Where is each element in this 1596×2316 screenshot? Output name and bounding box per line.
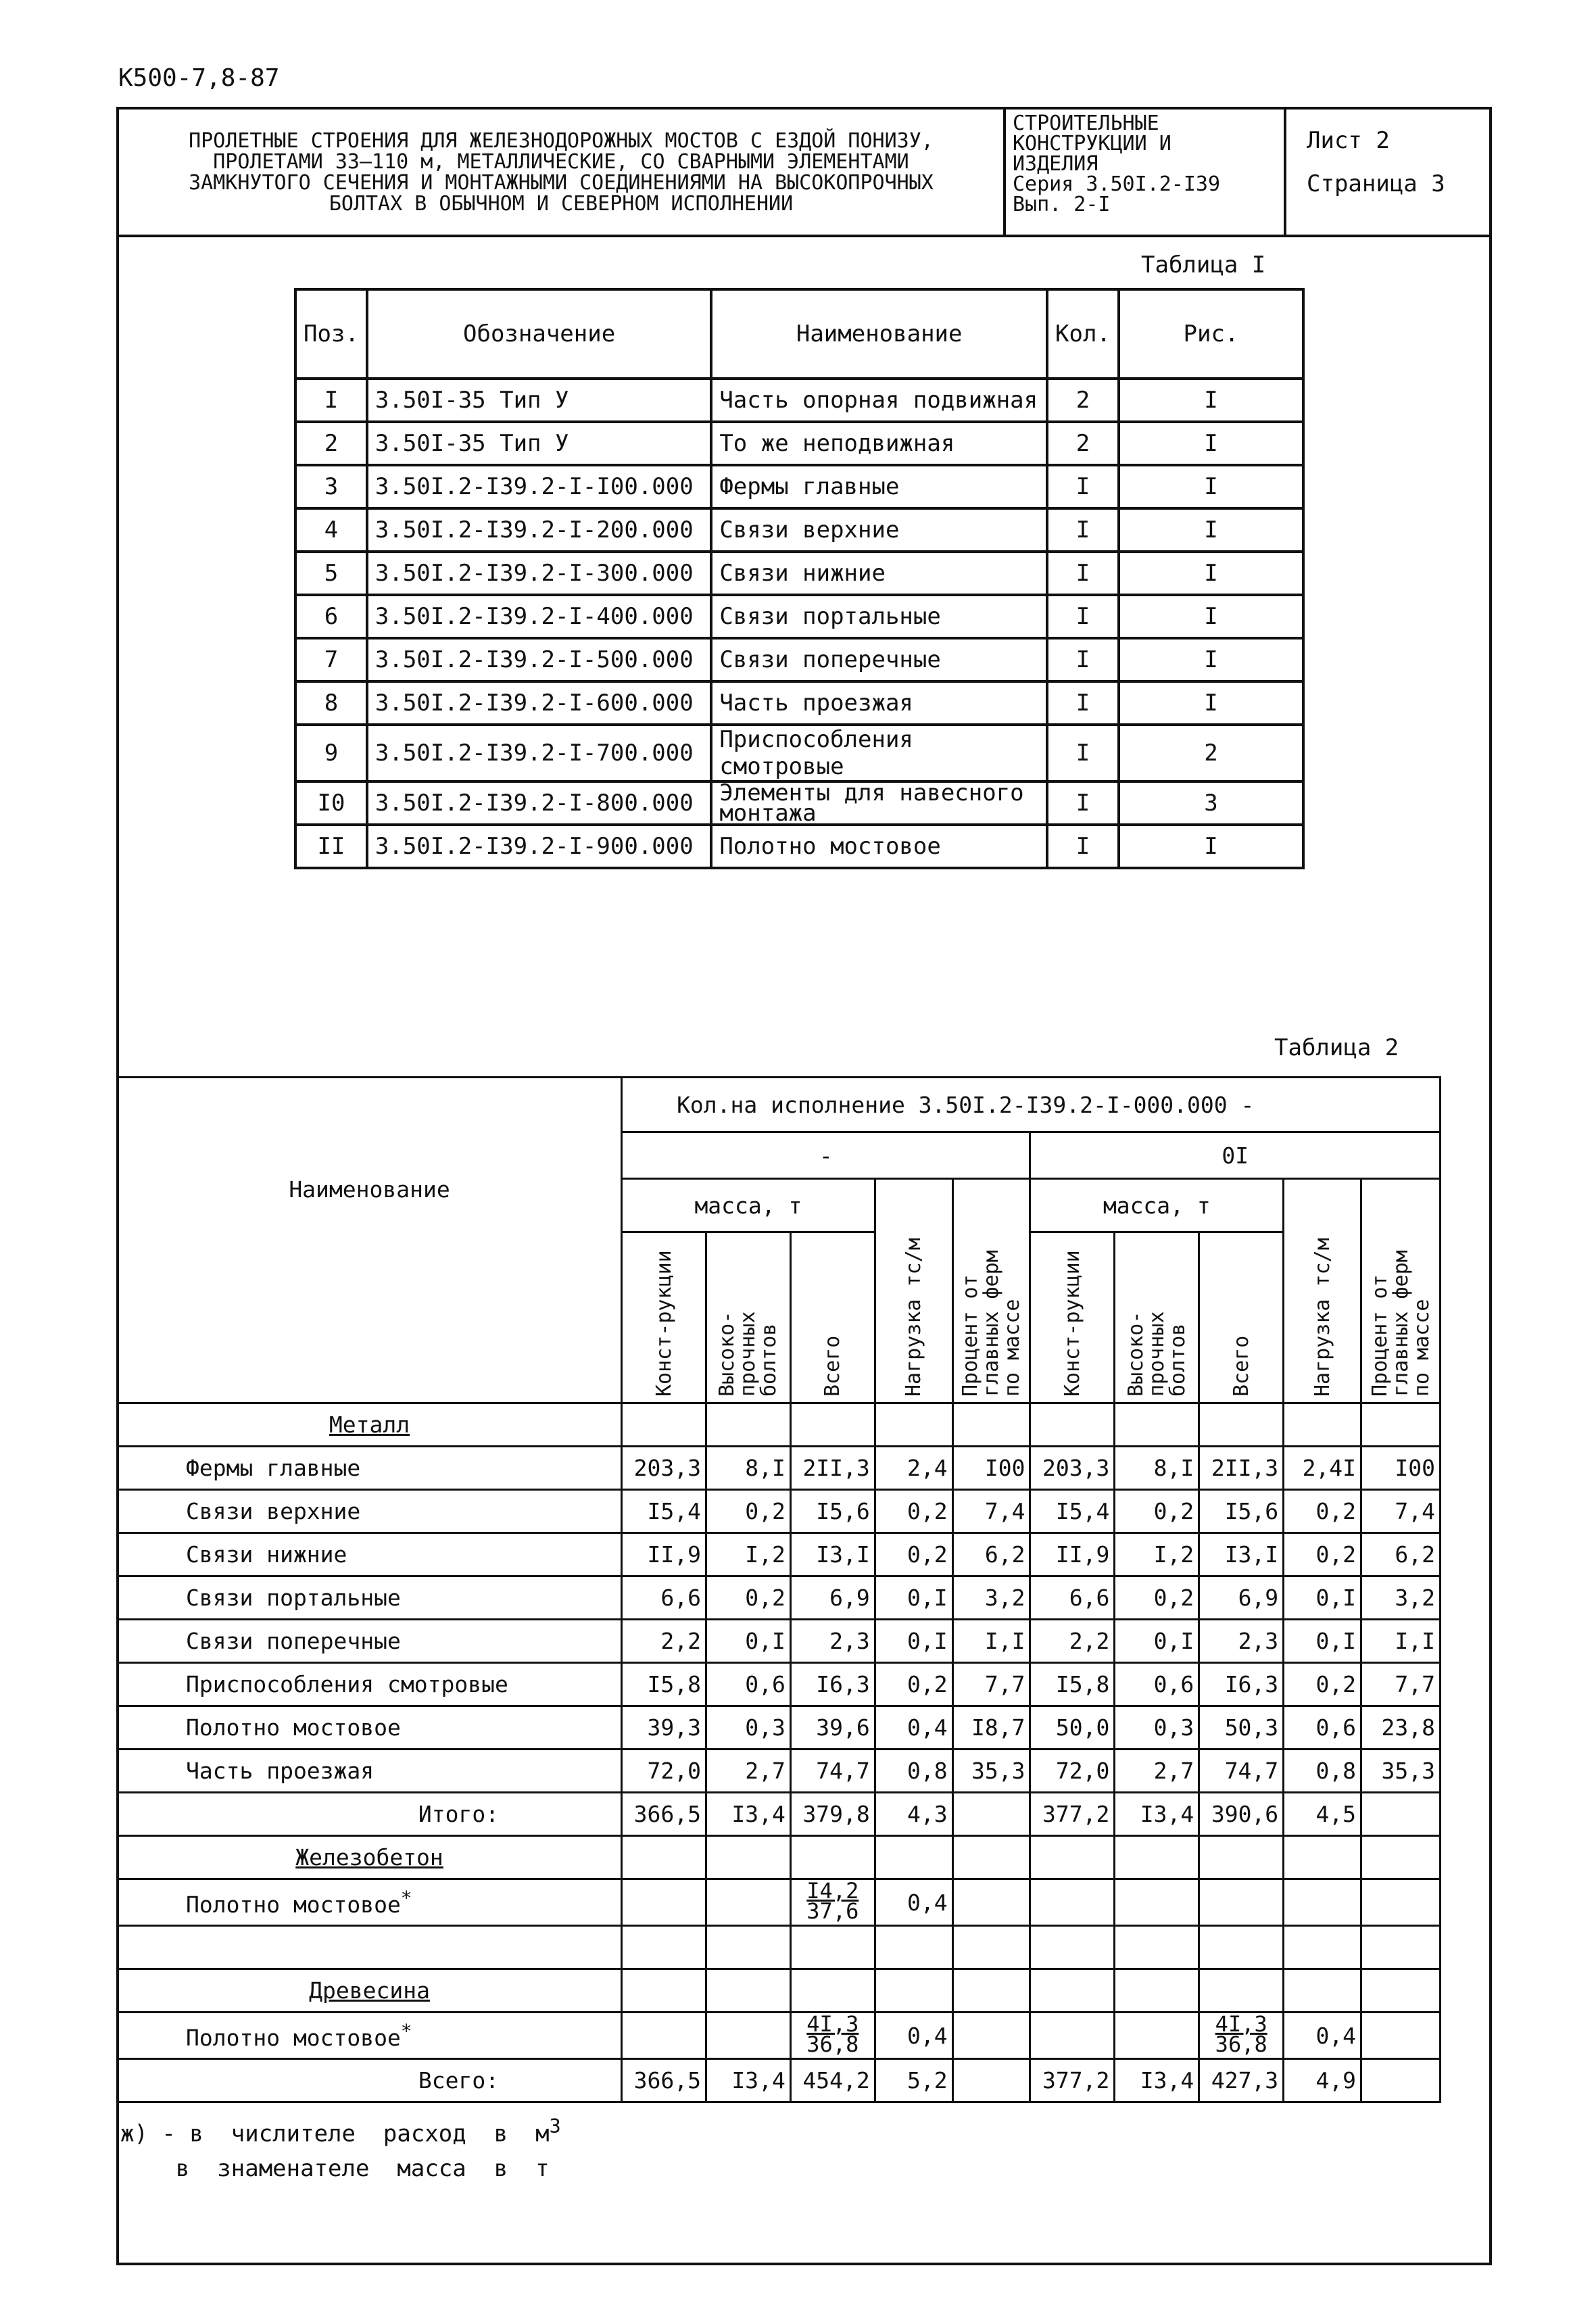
cell-load: 0,4 [875, 1879, 952, 1926]
cell-load: 0,4 [1284, 2012, 1361, 2059]
cell-designation: 3.50I.2-I39.2-I-900.000 [367, 825, 711, 868]
cell-value: 2,2 [1030, 1620, 1115, 1663]
cell-designation: 3.50I.2-I39.2-I-700.000 [367, 725, 711, 781]
cell-value: 23,8 [1361, 1706, 1441, 1750]
cell-value: 50,0 [1030, 1706, 1115, 1750]
cell-value: 35,3 [952, 1750, 1030, 1793]
cell-value: II,9 [1030, 1533, 1115, 1576]
cell-name: Часть опорная подвижная [711, 379, 1047, 422]
total-header: Всего [790, 1232, 875, 1403]
table1-body [295, 379, 1303, 868]
cell-pos: 9 [295, 725, 367, 781]
cell-value: 50,3 [1199, 1706, 1284, 1750]
cell-value: I3,4 [1115, 1793, 1199, 1836]
cell-designation: 3.50I.2-I39.2-I-600.000 [367, 681, 711, 725]
cell-value: 6,2 [952, 1533, 1030, 1576]
table1-row [295, 508, 1303, 552]
table1-header: Обозначение [367, 289, 711, 379]
cell-value: 0,6 [1115, 1663, 1199, 1706]
title-line: ПРОЛЕТНЫЕ СТРОЕНИЯ ДЛЯ ЖЕЛЕЗНОДОРОЖНЫХ МОСТОВ С ЕЗДОЙ ПОНИЗУ, [189, 128, 934, 153]
cell-name: Полотно мостовое [711, 825, 1047, 868]
table2-row [118, 1533, 1441, 1576]
construct-header: Конст-рукции [622, 1232, 706, 1403]
cell-value: 7,4 [952, 1490, 1030, 1533]
percent-header: Процент от главных ферм по массе [1361, 1179, 1441, 1403]
cell-value: I,2 [706, 1533, 791, 1576]
cell-value: 3,2 [1361, 1576, 1441, 1620]
cell-value: 8,I [1115, 1447, 1199, 1490]
cell-fig: I [1119, 825, 1303, 868]
cell-value: I3,I [1199, 1533, 1284, 1576]
cell-designation: 3.50I.2-I39.2-I-500.000 [367, 638, 711, 681]
cell-value: 379,8 [790, 1793, 875, 1836]
cell-value: 427,3 [1199, 2059, 1284, 2102]
cell-value: 0,6 [706, 1663, 791, 1706]
cell-value: 7,4 [1361, 1490, 1441, 1533]
mass-header: масса, т [1030, 1179, 1284, 1232]
cell-designation: 3.50I.2-I39.2-I-300.000 [367, 552, 711, 595]
metal-rows [118, 1447, 1441, 1793]
table2-name-header: Наименование [118, 1078, 622, 1403]
total-header: Всего [1199, 1232, 1284, 1403]
row-name: Связи поперечные [118, 1620, 622, 1663]
cell-pos: I0 [295, 781, 367, 825]
variant-header: - [622, 1132, 1030, 1179]
row-name: Связи нижние [118, 1533, 622, 1576]
cell-qty: I [1047, 552, 1119, 595]
cell-value: 0,2 [1284, 1490, 1361, 1533]
cell-value: 7,7 [952, 1663, 1030, 1706]
row-name: Полотно мостовое* [118, 2012, 622, 2059]
cell-value: 4,3 [875, 1793, 952, 1836]
cell-value: 0,2 [706, 1576, 791, 1620]
cell-value: 0,I [875, 1576, 952, 1620]
cell-value: 0,2 [875, 1490, 952, 1533]
cell-qty: 2 [1047, 422, 1119, 465]
series-line: ИЗДЕЛИЯ [1013, 152, 1098, 176]
itogo-row [118, 1793, 1441, 1836]
cell-fig: I [1119, 422, 1303, 465]
section-metal: Металл [118, 1403, 622, 1447]
cell-value: 390,6 [1199, 1793, 1284, 1836]
footnote: ж) - в числителе расход в $м^3$ в знаменателе масса в т [120, 2115, 561, 2183]
table2-group-header: Кол.на исполнение 3.50I.2-I39.2-I-000.000 - [622, 1078, 1441, 1132]
cell-value: 0,4 [875, 1706, 952, 1750]
table2-row [118, 1706, 1441, 1750]
cell-value: 0,8 [1284, 1750, 1361, 1793]
cell-qty: I [1047, 781, 1119, 825]
cell-qty: I [1047, 638, 1119, 681]
table2-caption: Таблица 2 [1274, 1034, 1399, 1061]
row-name: Связи портальные [118, 1576, 622, 1620]
table1-row [295, 552, 1303, 595]
frame-right [1489, 237, 1492, 2265]
cell-fraction: $\frac{4I,3}{36,8}$ [790, 2012, 875, 2059]
vsego-row [118, 2059, 1441, 2102]
cell-value: 7,7 [1361, 1663, 1441, 1706]
cell-value: 6,9 [790, 1576, 875, 1620]
cell-fig: I [1119, 379, 1303, 422]
cell-value: 0,2 [1115, 1490, 1199, 1533]
cell-pos: 5 [295, 552, 367, 595]
cell-value: I5,4 [1030, 1490, 1115, 1533]
cell-value: 5,2 [875, 2059, 952, 2102]
title-cell [119, 110, 1006, 235]
cell-pos: 7 [295, 638, 367, 681]
cell-value: 0,2 [875, 1533, 952, 1576]
cell-name: Связи верхние [711, 508, 1047, 552]
cell-value: 454,2 [790, 2059, 875, 2102]
construct-header: Конст-рукции [1030, 1232, 1115, 1403]
cell-value: 39,6 [790, 1706, 875, 1750]
cell-value: I5,6 [1199, 1490, 1284, 1533]
cell-value: 377,2 [1030, 2059, 1115, 2102]
cell-value: 203,3 [1030, 1447, 1115, 1490]
cell-value: I3,4 [1115, 2059, 1199, 2102]
title-line: ПРОЛЕТАМИ 33–110 м, МЕТАЛЛИЧЕСКИЕ, СО СВАРНЫМИ ЭЛЕМЕНТАМИ [213, 149, 909, 174]
cell-name: Связи поперечные [711, 638, 1047, 681]
cell-value: I00 [1361, 1447, 1441, 1490]
cell-value: I6,3 [790, 1663, 875, 1706]
row-name: Связи верхние [118, 1490, 622, 1533]
load-header: Нагрузка тс/м [1284, 1179, 1361, 1403]
title-line: ЗАМКНУТОГО СЕЧЕНИЯ И МОНТАЖНЫМИ СОЕДИНЕНИЯМИ НА ВЫСОКОПРОЧНЫХ [189, 170, 934, 195]
cell-designation: 3.50I.2-I39.2-I-800.000 [367, 781, 711, 825]
cell-value: 0,I [1284, 1620, 1361, 1663]
cell-fraction: $\frac{I4,2}{37,6}$ [790, 1879, 875, 1926]
cell-value: 2II,3 [790, 1447, 875, 1490]
table2 [116, 1076, 1441, 2103]
table2-row [118, 1620, 1441, 1663]
cell-value: 6,6 [622, 1576, 706, 1620]
cell-qty: I [1047, 725, 1119, 781]
cell-qty: I [1047, 595, 1119, 638]
cell-value: II,9 [622, 1533, 706, 1576]
cell-value: 2,7 [706, 1750, 791, 1793]
cell-pos: I [295, 379, 367, 422]
cell-value: I,2 [1115, 1533, 1199, 1576]
table1-row [295, 681, 1303, 725]
series-line: СТРОИТЕЛЬНЫЕ [1013, 112, 1159, 135]
table2-row [118, 1750, 1441, 1793]
table1-row [295, 825, 1303, 868]
cell-value: 74,7 [1199, 1750, 1284, 1793]
row-name: Фермы главные [118, 1447, 622, 1490]
cell-load: 0,4 [875, 2012, 952, 2059]
cell-fig: I [1119, 465, 1303, 508]
cell-value: I3,4 [706, 2059, 791, 2102]
page-number: Страница 3 [1307, 170, 1445, 197]
total-label: Итого: [118, 1793, 622, 1836]
cell-value [1361, 1793, 1441, 1836]
cell-value: 4,5 [1284, 1793, 1361, 1836]
cell-value: I3,I [790, 1533, 875, 1576]
cell-pos: 4 [295, 508, 367, 552]
cell-fig: I [1119, 595, 1303, 638]
load-header: Нагрузка тс/м [875, 1179, 952, 1403]
cell-pos: II [295, 825, 367, 868]
cell-designation: 3.50I-35 Тип У [367, 422, 711, 465]
cell-value: 0,2 [706, 1490, 791, 1533]
cell-value [952, 1793, 1030, 1836]
variant-header: 0I [1030, 1132, 1441, 1179]
cell-name: Фермы главные [711, 465, 1047, 508]
table1-caption: Таблица I [1141, 251, 1266, 279]
row-name: Полотно мостовое [118, 1706, 622, 1750]
table1-row [295, 595, 1303, 638]
cell-value: I,I [1361, 1620, 1441, 1663]
cell-value: I5,6 [790, 1490, 875, 1533]
table1-header: Кол. [1047, 289, 1119, 379]
row-name: Полотно мостовое* [118, 1879, 622, 1926]
cell-value: 0,I [875, 1620, 952, 1663]
cell-value: 2II,3 [1199, 1447, 1284, 1490]
cell-value: 0,I [1284, 1576, 1361, 1620]
cell-value: 6,2 [1361, 1533, 1441, 1576]
table1-row [295, 781, 1303, 825]
series-line: Вып. 2-I [1013, 193, 1111, 216]
cell-name: Связи портальные [711, 595, 1047, 638]
table1-row [295, 379, 1303, 422]
section-concrete: Железобетон [118, 1836, 622, 1879]
cell-designation: 3.50I.2-I39.2-I-I00.000 [367, 465, 711, 508]
cell-fig: I [1119, 681, 1303, 725]
cell-value: 2,7 [1115, 1750, 1199, 1793]
cell-value: 366,5 [622, 2059, 706, 2102]
table1-row [295, 422, 1303, 465]
cell-value: 0,I [1115, 1620, 1199, 1663]
table1-row [295, 725, 1303, 781]
cell-value: 35,3 [1361, 1750, 1441, 1793]
wood-row [118, 2012, 1441, 2059]
cell-value: 2,3 [790, 1620, 875, 1663]
percent-header: Процент от главных ферм по массе [952, 1179, 1030, 1403]
cell-qty: I [1047, 681, 1119, 725]
cell-value: I6,3 [1199, 1663, 1284, 1706]
bolts-header: Высоко-прочных болтов [1115, 1232, 1199, 1403]
cell-value [1361, 2059, 1441, 2102]
table1-row [295, 638, 1303, 681]
cell-value: 2,2 [622, 1620, 706, 1663]
cell-value: 0,8 [875, 1750, 952, 1793]
cell-fraction: $\frac{4I,3}{36,8}$ [1199, 2012, 1284, 2059]
row-name: Часть проезжая [118, 1750, 622, 1793]
cell-qty: I [1047, 508, 1119, 552]
cell-value: I,I [952, 1620, 1030, 1663]
cell-value: 0,6 [1284, 1706, 1361, 1750]
document-code: К500-7,8-87 [118, 64, 280, 92]
cell-value: 203,3 [622, 1447, 706, 1490]
title-line: БОЛТАХ В ОБЫЧНОМ И СЕВЕРНОМ ИСПОЛНЕНИИ [329, 191, 794, 216]
cell-name: Часть проезжая [711, 681, 1047, 725]
table2-row [118, 1447, 1441, 1490]
cell-fig: I [1119, 552, 1303, 595]
sheet-number: Лист 2 [1307, 127, 1390, 154]
cell-qty: 2 [1047, 379, 1119, 422]
cell-pos: 8 [295, 681, 367, 725]
table2-row [118, 1490, 1441, 1533]
cell-value: 6,9 [1199, 1576, 1284, 1620]
table1-header: Наименование [711, 289, 1047, 379]
cell-name: То же неподвижная [711, 422, 1047, 465]
cell-fig: I [1119, 508, 1303, 552]
mass-header: масса, т [622, 1179, 875, 1232]
cell-value: 39,3 [622, 1706, 706, 1750]
table2-row [118, 1663, 1441, 1706]
cell-name: Элементы для навесного монтажа [711, 781, 1047, 825]
cell-value: 8,I [706, 1447, 791, 1490]
bolts-header: Высоко-прочных болтов [706, 1232, 791, 1403]
cell-value: 6,6 [1030, 1576, 1115, 1620]
cell-value: 0,I [706, 1620, 791, 1663]
cell-value: 4,9 [1284, 2059, 1361, 2102]
sheet-cell [1286, 110, 1489, 254]
table1-header: Рис. [1119, 289, 1303, 379]
cell-value: 0,2 [875, 1663, 952, 1706]
title-block [116, 107, 1492, 237]
frame-bottom [116, 2263, 1492, 2265]
cell-value: I8,7 [952, 1706, 1030, 1750]
row-name: Приспособления смотровые [118, 1663, 622, 1706]
cell-value: I5,8 [622, 1663, 706, 1706]
cell-value: 2,3 [1199, 1620, 1284, 1663]
cell-value: 74,7 [790, 1750, 875, 1793]
cell-value: 0,3 [706, 1706, 791, 1750]
cell-value: I00 [952, 1447, 1030, 1490]
table1 [294, 288, 1305, 869]
cell-value: 366,5 [622, 1793, 706, 1836]
table2-row [118, 1576, 1441, 1620]
cell-name: Связи нижние [711, 552, 1047, 595]
total-label: Всего: [118, 2059, 622, 2102]
cell-value: 0,2 [1115, 1576, 1199, 1620]
cell-designation: 3.50I.2-I39.2-I-200.000 [367, 508, 711, 552]
cell-value: 377,2 [1030, 1793, 1115, 1836]
cell-value: I3,4 [706, 1793, 791, 1836]
cell-value: 3,2 [952, 1576, 1030, 1620]
cell-pos: 2 [295, 422, 367, 465]
section-wood: Древесина [118, 1969, 622, 2012]
cell-value: 72,0 [622, 1750, 706, 1793]
concrete-row [118, 1879, 1441, 1926]
cell-value: I5,8 [1030, 1663, 1115, 1706]
cell-name: Приспособления смотровые [711, 725, 1047, 781]
cell-fig: 3 [1119, 781, 1303, 825]
series-line: Серия 3.50I.2-I39 [1013, 172, 1221, 196]
cell-value: 72,0 [1030, 1750, 1115, 1793]
table1-row [295, 465, 1303, 508]
cell-pos: 6 [295, 595, 367, 638]
cell-fig: 2 [1119, 725, 1303, 781]
cell-value: 0,2 [1284, 1663, 1361, 1706]
cell-fig: I [1119, 638, 1303, 681]
cell-value: 0,2 [1284, 1533, 1361, 1576]
cell-value: 2,4 [875, 1447, 952, 1490]
cell-qty: I [1047, 825, 1119, 868]
cell-designation: 3.50I-35 Тип У [367, 379, 711, 422]
cell-designation: 3.50I.2-I39.2-I-400.000 [367, 595, 711, 638]
cell-value: 2,4I [1284, 1447, 1361, 1490]
cell-pos: 3 [295, 465, 367, 508]
table1-header: Поз. [295, 289, 367, 379]
cell-value: I5,4 [622, 1490, 706, 1533]
cell-value: 0,3 [1115, 1706, 1199, 1750]
cell-qty: I [1047, 465, 1119, 508]
cell-value [952, 2059, 1030, 2102]
series-cell [1006, 110, 1286, 235]
series-line: КОНСТРУКЦИИ И [1013, 132, 1171, 155]
